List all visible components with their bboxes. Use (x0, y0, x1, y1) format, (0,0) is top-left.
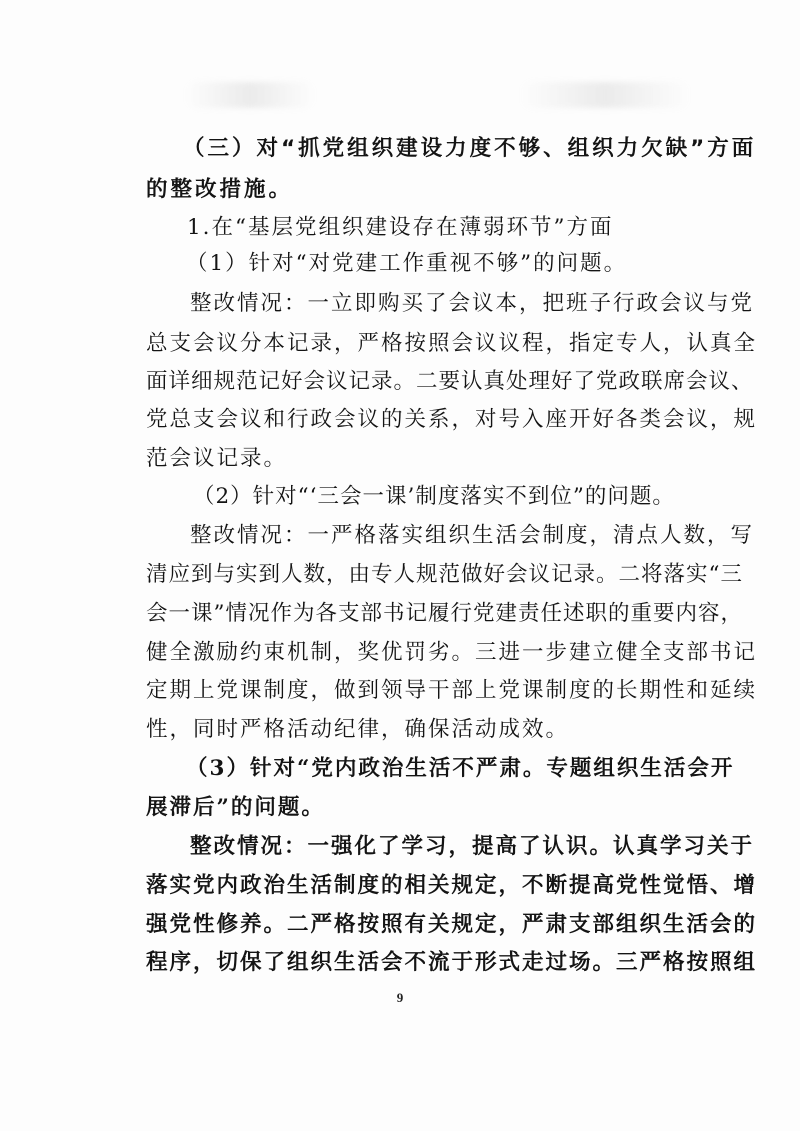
paragraph-line: 面详细规范记好会议记录。二要认真处理好了党政联席会议、 (146, 369, 754, 394)
paragraph-line: 程序，切保了组织生活会不流于形式走过场。三严格按照组 (146, 950, 758, 975)
paragraph-line: 整改情况：一强化了学习，提高了认识。认真学习关于 (190, 834, 755, 859)
scan-artifact (520, 82, 690, 108)
paragraph-line: 总支会议分本记录，严格按照会议议程，指定专人，认真全 (146, 331, 758, 356)
paragraph-line: 性，同时严格活动纪律，确保活动成效。 (146, 717, 570, 742)
page-number: 9 (396, 990, 404, 1005)
paragraph-line: 强党性修养。二严格按照有关规定，严肃支部组织生活会的 (146, 912, 758, 937)
paragraph-line: 整改情况：一严格落实组织生活会制度，清点人数，写 (190, 523, 755, 548)
issue-title: （1）针对“对党建工作重视不够”的问题。 (186, 251, 628, 276)
paragraph-line: 健全激励约束机制，奖优罚劣。三进一步建立健全支部书记 (146, 640, 758, 665)
paragraph-line: 范会议记录。 (146, 446, 288, 471)
paragraph-line: 清应到与实到人数，由专人规范做好会议记录。二将落实“三 (146, 562, 743, 587)
paragraph-line: 整改情况：一立即购买了会议本，把班子行政会议与党 (190, 291, 755, 316)
paragraph-line: 定期上党课制度，做到领导干部上党课制度的长期性和延续 (146, 678, 758, 703)
paragraph-line: 党总支会议和行政会议的关系，对号入座开好各类会议，规 (146, 407, 758, 432)
scan-artifact (185, 82, 315, 108)
paragraph-line: 落实党内政治生活制度的相关规定，不断提高党性觉悟、增 (146, 873, 758, 898)
section-heading: （三）对“抓党组织建设力度不够、组织力欠缺”方面 (183, 136, 757, 161)
issue-title: （2）针对“‘三会一课’制度落实不到位”的问题。 (193, 484, 675, 509)
paragraph-line: 会一课”情况作为各支部书记履行党建责任述职的重要内容， (146, 601, 743, 626)
subsection-title: 1.在“基层党组织建设存在薄弱环节”方面 (187, 215, 614, 240)
section-heading-continued: 的整改措施。 (146, 177, 294, 202)
issue-title: （3）针对“党内政治生活不严肃。专题组织生活会开 (186, 756, 735, 781)
issue-title-continued: 展滞后”的问题。 (146, 795, 325, 820)
